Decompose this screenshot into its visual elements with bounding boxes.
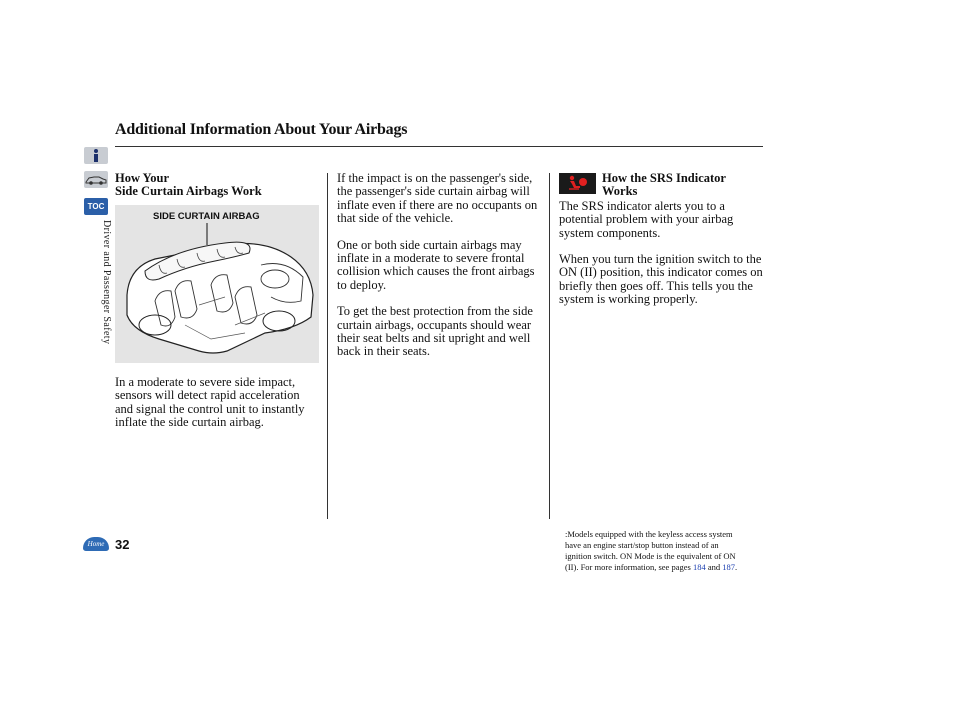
footnote-text: Models equipped with the keyless access system have an engine start/stop button instead of an ignition switch. ON Mode is the equivalent of ON (II). For more information, see pages: [565, 529, 736, 572]
column-2: [337, 172, 547, 359]
figure-label: SIDE CURTAIN AIRBAG: [153, 210, 260, 222]
body-paragraph: When you turn the ignition switch to the ON (II) position, this indicator comes on briefly then goes off. This tells you the system is working properly.: [559, 252, 763, 307]
section-tab: Driver and Passenger Safety: [101, 220, 112, 345]
body-paragraph: The SRS indicator alerts you to a potential problem with your airbag system components.: [559, 198, 734, 240]
column-divider: [549, 173, 550, 519]
page-number: 32: [115, 537, 130, 552]
airbag-illustration: [115, 205, 319, 363]
body-paragraph: One or both side curtain airbags may inflate in a moderate to severe frontal collision which causes the front airbags to deploy.: [337, 237, 535, 292]
footnote-conjunction: and: [707, 562, 721, 572]
srs-heading-row: [559, 172, 764, 199]
footnote-marker: :: [565, 529, 568, 539]
toc-button[interactable]: TOC: [84, 198, 108, 215]
footnote: [565, 529, 745, 573]
page-link-184[interactable]: 184: [692, 562, 706, 572]
home-button[interactable]: Home: [83, 537, 109, 551]
body-paragraph: In a moderate to severe side impact, sensors will detect rapid acceleration and signal the control unit to instantly inflate the side curtain airbag.: [115, 374, 305, 430]
page-title: Additional Information About Your Airbags: [115, 121, 408, 138]
srs-indicator-icon: [559, 173, 596, 194]
column-divider: [327, 173, 328, 519]
body-paragraph: If the impact is on the passenger's side, the passenger's side curtain airbag will inflate even if there are no occupants on that side of the vehicle.: [337, 171, 538, 226]
title-rule: [115, 146, 763, 147]
section-heading: How the SRS Indicator Works: [602, 171, 726, 199]
column-3: [559, 172, 764, 307]
info-icon[interactable]: [84, 147, 108, 164]
page-link-187[interactable]: 187: [722, 562, 735, 572]
section-heading: [115, 172, 320, 199]
heading-line: Side Curtain Airbags Work: [115, 184, 262, 199]
column-1: [115, 172, 320, 429]
footnote-end: .: [734, 562, 738, 572]
heading-line: How Your: [115, 171, 170, 185]
car-icon[interactable]: [84, 171, 108, 188]
body-paragraph: To get the best protection from the side curtain airbags, occupants should wear their seat belts and sit upright and well back in their seats.: [337, 304, 533, 359]
